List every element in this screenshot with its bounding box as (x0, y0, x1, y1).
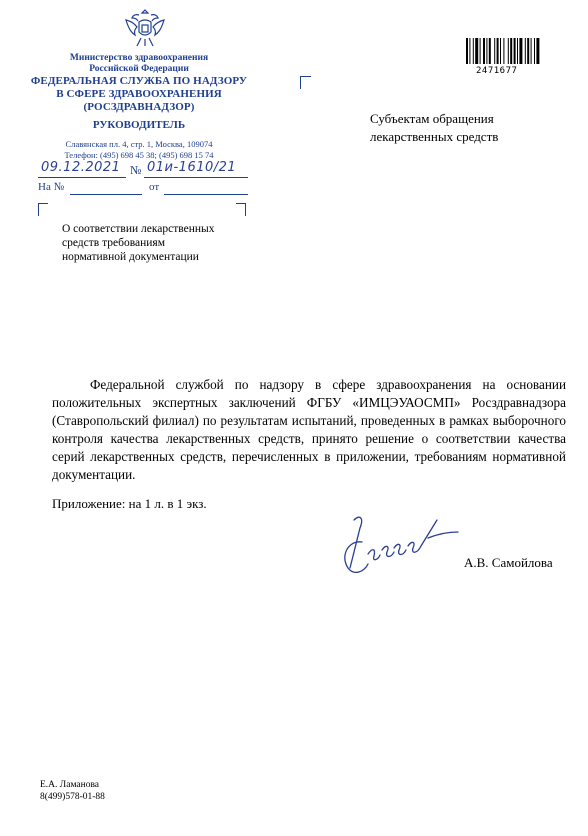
address-line-1: Славянская пл. 4, стр. 1, Москва, 109074 (65, 139, 213, 149)
ministry-line-2: Российской Федерации (89, 64, 189, 74)
barcode-number: 2471677 (476, 66, 518, 76)
executor-phone: 8(499)578-01-88 (40, 792, 105, 802)
from-label: от (149, 181, 160, 193)
reply-to-label: На № (38, 181, 65, 193)
barcode-stripe (497, 38, 499, 64)
executor-name: Е.А. Ламанова (40, 780, 100, 790)
coat-of-arms-icon (122, 6, 168, 50)
barcode-stripe (469, 38, 470, 64)
body-paragraph: Федеральной службой по надзору в сфере здравоохранения на основании положительных экспертных заключений ФГБУ «ИМЦЭУАОСМП» Росздравнадзора (Ставропольский филиал) по результатам испытаний, проведенных в рамках выборочного контроля качества лекарственных средств, принято решение о соответствии качества серий лекарственных средств, перечисленных в приложении, требованиям нормативной документации. (52, 377, 566, 482)
recipient-corner-left (300, 76, 311, 89)
registration-number: 01и-1610/21 (147, 160, 237, 175)
barcode-stripe (531, 38, 532, 64)
recipient-line-1: Субъектам обращения (370, 111, 494, 126)
ministry-line-1: Министерство здравоохранения (69, 53, 209, 63)
subject-line-2: средств требованиям (62, 237, 165, 249)
service-line-1: ФЕДЕРАЛЬНАЯ СЛУЖБА ПО НАДЗОРУ (30, 75, 248, 87)
barcode-stripe (519, 38, 522, 64)
subject-corner-right (236, 203, 246, 216)
recipient-block (370, 110, 560, 146)
barcode-stripe (494, 38, 495, 64)
subject-line-3: нормативной документации (62, 251, 199, 263)
barcode-stripe (508, 38, 509, 64)
barcode-image (466, 38, 562, 64)
number-label: № (130, 163, 142, 177)
barcode-stripe (514, 38, 516, 64)
barcode-stripe (536, 38, 539, 64)
from-underline (164, 193, 248, 195)
service-line-3: (РОСЗДРАВНАДЗОР) (83, 101, 195, 113)
barcode-stripe (517, 38, 518, 64)
subject-line-1: О соответствии лекарственных (62, 223, 215, 235)
barcode-stripe (483, 38, 485, 64)
signer-name: А.В. Самойлова (464, 555, 553, 570)
barcode-stripe (503, 38, 504, 64)
subject-corner-left (38, 203, 48, 216)
barcode-stripe (489, 38, 491, 64)
barcode-stripe (534, 38, 535, 64)
handwritten-signature (332, 510, 462, 586)
barcode-stripe (475, 38, 478, 64)
barcode-stripe (525, 38, 526, 64)
subject-block (62, 222, 242, 264)
ministry-name (40, 53, 238, 75)
registration-date: 09.12.2021 (41, 160, 121, 175)
appendix-note: Приложение: на 1 л. в 1 экз. (52, 496, 207, 511)
service-line-2: В СФЕРЕ ЗДРАВООХРАНЕНИЯ (56, 88, 222, 100)
barcode-stripe (466, 38, 468, 64)
address (40, 139, 238, 160)
barcode-stripe (510, 38, 512, 64)
executor-block (40, 779, 105, 803)
barcode-stripe (486, 38, 487, 64)
number-underline (144, 176, 248, 178)
head-title: РУКОВОДИТЕЛЬ (92, 119, 186, 131)
date-underline (38, 176, 126, 178)
barcode-stripe (473, 38, 474, 64)
reply-to-underline (70, 193, 142, 195)
barcode-stripe (500, 38, 501, 64)
recipient-line-2: лекарственных средств (370, 129, 499, 144)
barcode-stripe (480, 38, 481, 64)
service-name (28, 75, 250, 114)
barcode-stripe (527, 38, 529, 64)
address-line-2: Телефон: (495) 698 45 38; (495) 698 15 74 (64, 149, 214, 160)
